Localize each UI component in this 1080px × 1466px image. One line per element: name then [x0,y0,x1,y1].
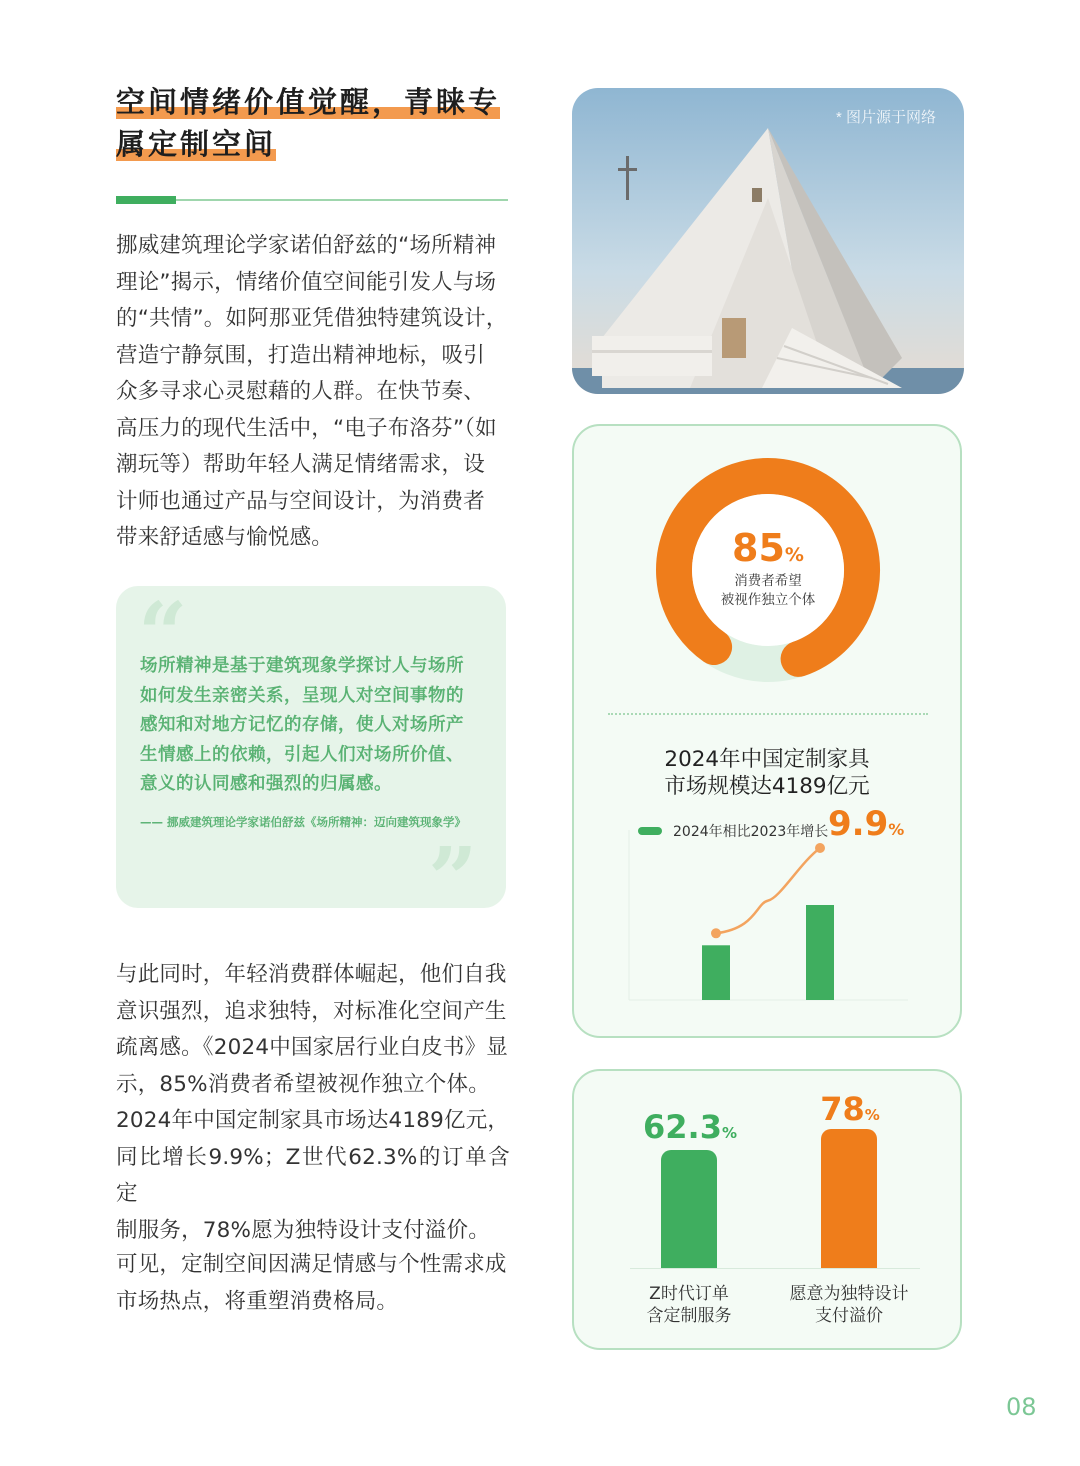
bar-baseline [630,1268,920,1269]
growth-bar-2024 [806,905,834,1000]
market-size-title-line-2: 市场规模达4189亿元 [664,774,870,799]
church-photo [572,88,964,394]
value-unit: % [721,1124,737,1142]
value-number: 62.3 [643,1108,722,1146]
bar-custom-orders-value [640,1108,740,1146]
quote-source: —— 挪威建筑理论学家诺伯舒兹《场所精神：迈向建筑现象学》 [140,815,467,829]
text-line: 可见，定制空间因满足情感与个性需求成 [116,1252,507,1277]
growth-trend-point [815,843,825,853]
label-line: 含定制服务 [646,1306,732,1326]
text-line: 与此同时，年轻消费群体崛起，他们自我 [116,962,507,987]
text-line: 意识强烈，追求独特，对标准化空间产生 [116,998,507,1024]
text-line: 示，85%消费者希望被视作独立个体。 [116,1071,490,1097]
text-line: 挪威建筑理论学家诺伯舒兹的“场所精神 [116,233,497,258]
dotted-divider [608,713,928,715]
donut-value [668,526,868,570]
section-title-line-1: 空间情绪价值觉醒，青睐专 [116,82,500,122]
donut-label-line-1: 消费者希望 [734,573,802,589]
growth-trend-point [711,928,721,938]
market-size-title-line-1: 2024年中国定制家具 [664,747,870,772]
growth-bar-2023 [702,945,730,1000]
section-title-line-2: 属定制空间 [116,124,276,164]
church-illustration [572,88,964,394]
quote-line: 生情感上的依赖，引起人们对场所价值、 [140,744,464,765]
paragraph-1 [116,228,510,557]
bar-premium-willingness-value [800,1090,900,1128]
value-unit: % [864,1106,880,1124]
text-line: 计师也通过产品与空间设计，为消费者 [116,488,485,514]
quote-line: 场所精神是基于建筑现象学探讨人与场所 [140,656,464,676]
growth-value-unit: % [888,820,905,839]
paragraph-2 [116,957,510,1249]
text-line: 潮玩等）帮助年轻人满足情绪需求，设 [116,452,485,477]
text-line: 的“共情”。如阿那亚凭借独特建筑设计， [116,306,508,331]
text-line: 市场热点，将重塑消费格局。 [116,1288,399,1314]
text-line: 制服务，78%愿为独特设计支付溢价。 [116,1217,490,1243]
title-divider-accent [116,196,176,204]
text-line: 2024年中国定制家具市场达4189亿元， [116,1108,510,1133]
text-line: 理论”揭示，情绪价值空间能引发人与场 [116,269,497,295]
quote-line: 感知和对地方记忆的存储，使人对场所产 [140,715,464,735]
bar-premium-willingness-label [764,1283,934,1327]
page-number: 08 [1006,1393,1037,1421]
text-line: 众多寻求心灵慰藉的人群。在快节奏、 [116,379,485,404]
quote-line: 如何发生亲密关系，呈现人对空间事物的 [140,685,464,706]
text-line: 带来舒适感与愉悦感。 [116,525,334,550]
growth-bar-chart [600,830,930,1010]
label-line: 支付溢价 [815,1306,883,1326]
market-size-title [572,746,962,800]
paragraph-3 [116,1247,510,1320]
value-number: 78 [820,1090,865,1128]
text-line: 同比增长9.9%；Z世代62.3%的订单含定 [116,1144,510,1206]
growth-trend-line [716,848,820,933]
text-line: 疏离感。《2024中国家居行业白皮书》显 [116,1035,508,1060]
photo-credit: * 图片源于网络 [835,109,936,126]
quote-text [140,652,485,800]
donut-value-number: 85 [732,526,785,570]
quote-line: 意义的认同感和强烈的归属感。 [140,774,392,794]
bar-custom-orders [661,1150,717,1268]
open-quote-icon: “ [138,584,188,685]
section-title [116,82,516,166]
label-line: 愿意为独特设计 [789,1284,909,1304]
bar-premium-willingness [821,1129,877,1268]
bar-custom-orders-label [604,1283,774,1327]
label-line: Z时代订单 [649,1284,729,1304]
text-line: 高压力的现代生活中，“电子布洛芬”（如 [116,415,497,441]
donut-value-unit: % [784,544,804,566]
text-line: 营造宁静氛围，打造出精神地标，吸引 [116,342,485,368]
close-quote-icon: ” [428,829,478,930]
legend-text: 2024年相比2023年增长 [673,824,829,840]
growth-value-number: 9.9 [828,804,889,844]
donut-label-line-2: 被视作独立个体 [720,592,816,608]
